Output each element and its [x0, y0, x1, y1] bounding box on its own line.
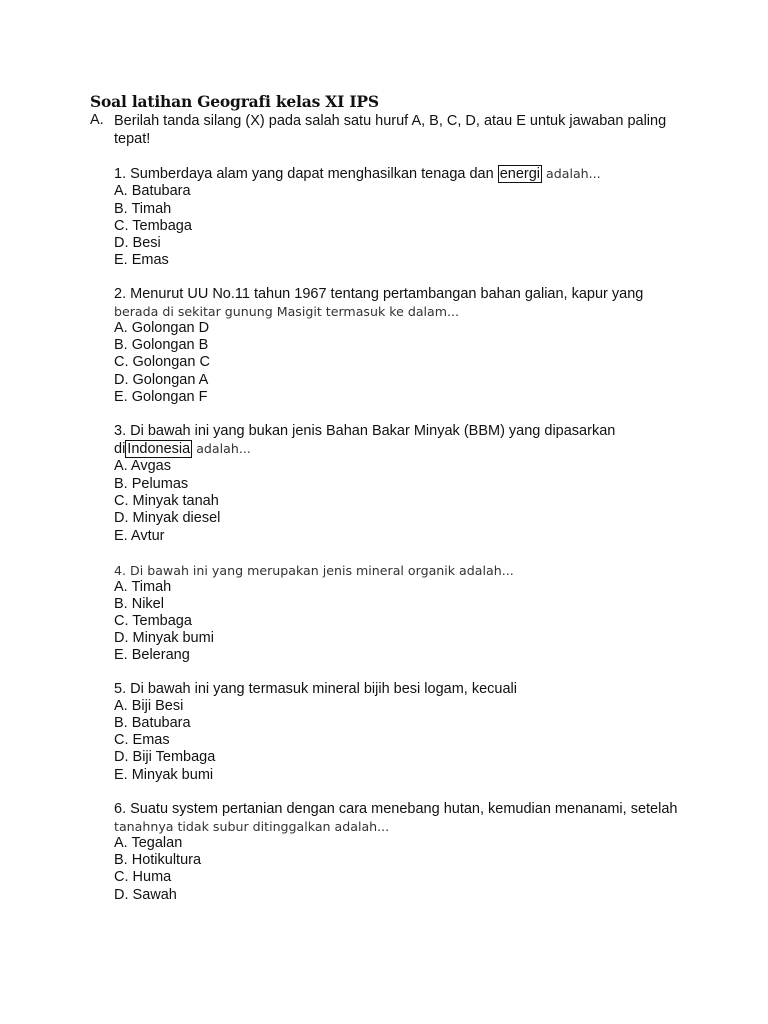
- question-6-option-b: B. Hotikultura: [114, 852, 202, 868]
- question-1-option-a: A. Batubara: [114, 183, 191, 199]
- question-2-option-e: E. Golongan F: [114, 389, 208, 405]
- question-3-option-c: C. Minyak tanah: [114, 493, 219, 509]
- question-6-line-1: 6. Suatu system pertanian dengan cara menebang hutan, kemudian menanami, setelah: [114, 801, 678, 817]
- question-6-option-c: C. Huma: [114, 869, 172, 885]
- question-3-lead: di: [114, 441, 126, 457]
- question-1: [114, 165, 601, 183]
- question-1-tail: adalah...: [542, 166, 601, 181]
- question-5-option-a: A. Biji Besi: [114, 698, 184, 714]
- question-5-option-b: B. Batubara: [114, 715, 191, 731]
- question-3-boxed-word: Indonesia: [127, 441, 191, 457]
- question-2-option-c: C. Golongan C: [114, 354, 210, 370]
- question-2-line-2: berada di sekitar gunung Masigit termasuk ke dalam...: [114, 304, 460, 319]
- question-1-option-b: B. Timah: [114, 201, 172, 217]
- question-2-option-a: A. Golongan D: [114, 320, 210, 336]
- question-1-option-c: C. Tembaga: [114, 218, 192, 234]
- question-4-option-c: C. Tembaga: [114, 613, 192, 629]
- question-2-option-d: D. Golongan A: [114, 372, 209, 388]
- question-5-option-c: C. Emas: [114, 732, 170, 748]
- question-4-line-1: 4. Di bawah ini yang merupakan jenis mineral organik adalah...: [114, 563, 514, 578]
- question-4-option-e: E. Belerang: [114, 647, 190, 663]
- question-3-option-a: A. Avgas: [114, 458, 171, 474]
- question-3-line-2: [114, 440, 251, 458]
- question-2-option-b: B. Golongan B: [114, 337, 209, 353]
- question-6-line-2: tanahnya tidak subur ditinggalkan adalah...: [114, 819, 390, 834]
- question-3-option-e: E. Avtur: [114, 528, 165, 544]
- question-1-text: 1. Sumberdaya alam yang dapat menghasilkan tenaga dan: [114, 166, 498, 182]
- question-4-option-a: A. Timah: [114, 579, 172, 595]
- question-3-option-b: B. Pelumas: [114, 476, 189, 492]
- question-1-option-d: D. Besi: [114, 235, 161, 251]
- section-instruction: Berilah tanda silang (X) pada salah satu huruf A, B, C, D, atau E untuk jawaban paling tepat!: [114, 113, 667, 147]
- question-1-boxed-word: energi: [499, 166, 541, 182]
- question-1-option-e: E. Emas: [114, 252, 169, 268]
- section-letter: A.: [90, 112, 104, 128]
- question-3-option-d: D. Minyak diesel: [114, 510, 221, 526]
- document-title: Soal latihan Geografi kelas XI IPS: [90, 92, 379, 111]
- question-4-option-b: B. Nikel: [114, 596, 164, 612]
- question-5-option-d: D. Biji Tembaga: [114, 749, 216, 765]
- question-3-line-1: 3. Di bawah ini yang bukan jenis Bahan Bakar Minyak (BBM) yang dipasarkan: [114, 423, 616, 439]
- question-3-tail: adalah...: [192, 441, 251, 456]
- question-5-option-e: E. Minyak bumi: [114, 767, 214, 783]
- question-4-option-d: D. Minyak bumi: [114, 630, 214, 646]
- question-6-option-d: D. Sawah: [114, 887, 177, 903]
- question-5-line-1: 5. Di bawah ini yang termasuk mineral bijih besi logam, kecuali: [114, 681, 517, 697]
- question-6-option-a: A. Tegalan: [114, 835, 183, 851]
- question-2-line-1: 2. Menurut UU No.11 tahun 1967 tentang pertambangan bahan galian, kapur yang: [114, 286, 644, 302]
